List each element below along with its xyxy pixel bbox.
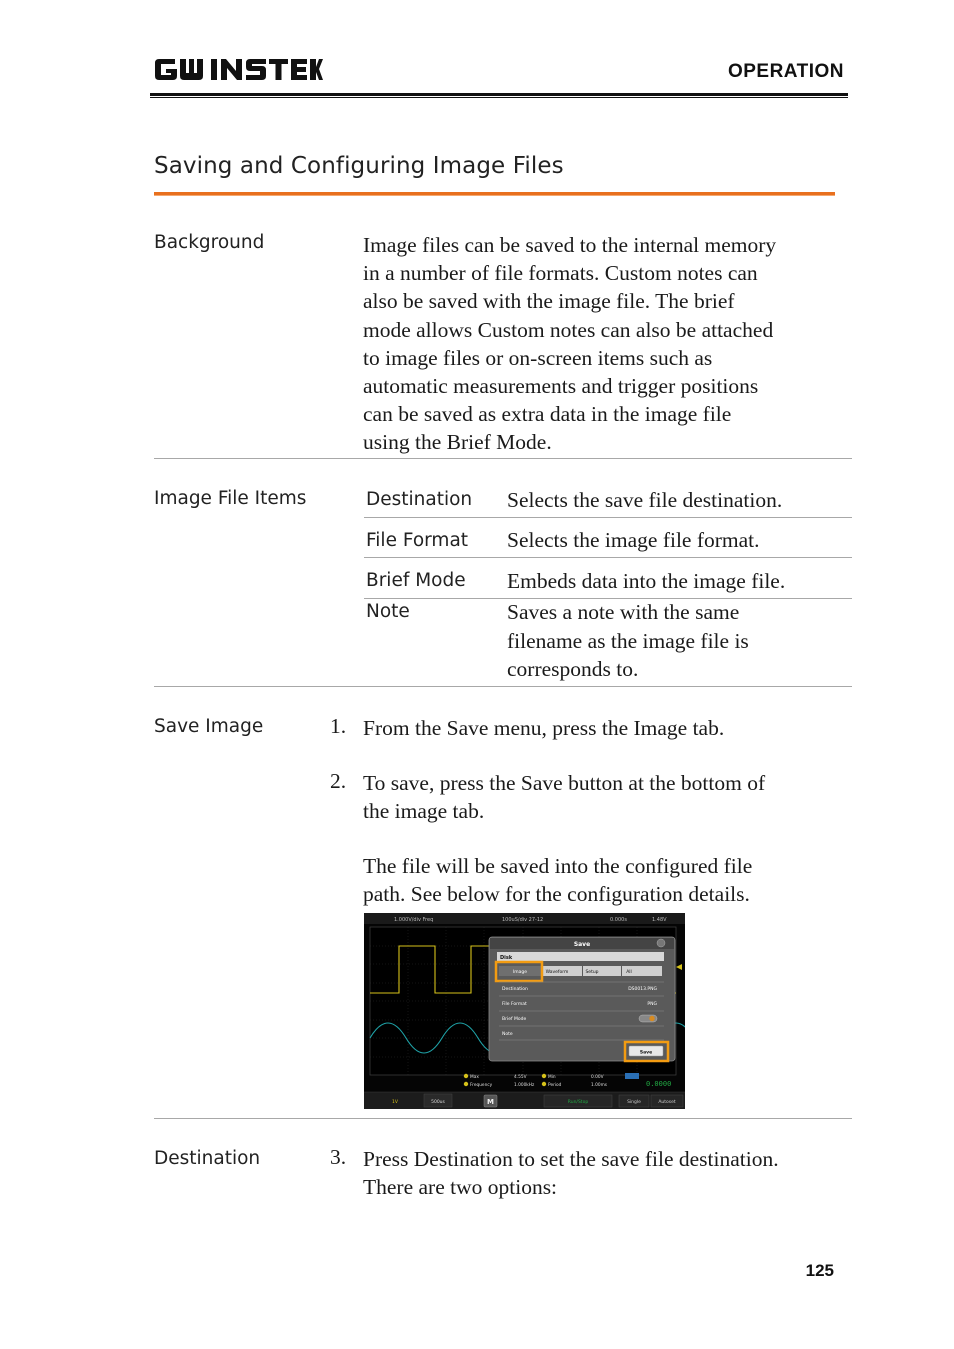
section-label: OPERATION xyxy=(727,61,844,82)
page-number: 125 xyxy=(805,1261,834,1280)
page-title: Saving and Configuring Image Files xyxy=(154,153,564,179)
background-line: can be saved as extra data in the image file xyxy=(363,402,732,427)
scope-timebase: 500us xyxy=(431,1100,445,1105)
step-3-line: Press Destination to set the save file destination. xyxy=(363,1147,779,1171)
step-number: 2. xyxy=(330,769,347,793)
row-file-format-value[interactable]: PNG xyxy=(647,1002,657,1007)
step-3-text xyxy=(363,1145,779,1201)
table-row-line xyxy=(364,517,852,518)
item-term-file-format: File Format xyxy=(366,530,469,551)
save-image-label: Save Image xyxy=(154,716,264,737)
section-divider xyxy=(154,458,852,459)
meas-period-value: 1.00ms xyxy=(591,1083,607,1088)
scope-top-mid: 100uS/div 27-12 xyxy=(502,917,544,923)
background-text xyxy=(363,231,853,457)
row-file-format-label: File Format xyxy=(502,1002,527,1007)
meas-min-value: 0.00V xyxy=(591,1075,604,1080)
step-2-text xyxy=(363,769,765,825)
counter-value: 0.0000 xyxy=(646,1080,672,1088)
scope-top-right-2: 1.48V xyxy=(652,917,667,923)
row-brief-mode-label: Brief Mode xyxy=(502,1017,527,1022)
background-line: using the Brief Mode. xyxy=(363,430,552,455)
save-button-label: Save xyxy=(639,1050,653,1056)
scope-top-right-1: 0.000s xyxy=(610,917,627,923)
disk-field[interactable] xyxy=(497,952,664,961)
item-term-brief-mode: Brief Mode xyxy=(366,570,466,591)
single-label: Single xyxy=(627,1100,641,1105)
row-destination-value[interactable]: DS0013.PNG xyxy=(628,987,657,992)
step-number: 3. xyxy=(330,1145,347,1169)
note-desc-line: filename as the image file is xyxy=(507,628,749,653)
meas-frequency-value: 1.000kHz xyxy=(514,1083,535,1088)
gw-instek-logo xyxy=(153,56,323,83)
section-divider xyxy=(154,686,852,687)
step-2-line: the image tab. xyxy=(363,799,485,824)
step-number: 1. xyxy=(330,714,347,738)
scope-ch1-scale: 1V xyxy=(392,1100,398,1105)
header-rule-thin xyxy=(150,97,848,98)
background-line: mode allows Custom notes can also be attached xyxy=(363,317,774,342)
oscilloscope-screenshot xyxy=(364,913,685,1109)
note-desc-line: Saves a note with the same xyxy=(507,600,740,624)
tab-image-label: Image xyxy=(512,970,528,975)
run-stop-label: Run/Stop xyxy=(567,1100,589,1105)
scope-screen-graphic xyxy=(364,913,685,1109)
destination-label: Destination xyxy=(154,1148,261,1169)
counter-badge xyxy=(625,1073,639,1079)
row-destination-label: Destination xyxy=(502,987,528,992)
disk-label: Disk xyxy=(500,955,513,961)
meas-min-name: Min xyxy=(548,1075,556,1080)
menu-button-label: M xyxy=(487,1098,494,1106)
save-dialog-title: Save xyxy=(573,941,591,948)
header-rule xyxy=(150,93,848,96)
close-icon[interactable] xyxy=(657,939,665,947)
save-note-line: path. See below for the configuration details. xyxy=(363,882,750,907)
note-desc-line: corresponds to. xyxy=(507,657,639,681)
tab-waveform-label: Waveform xyxy=(545,970,569,975)
tab-all-label: All xyxy=(626,970,632,975)
autoset-label: Autoset xyxy=(658,1100,676,1105)
step-1-text: From the Save menu, press the Image tab. xyxy=(363,716,725,740)
scope-top-left: 1.000V/div Freq xyxy=(394,917,434,923)
tab-setup-label: Setup xyxy=(585,970,599,975)
meas-max-value: 4.55V xyxy=(514,1075,527,1080)
section-divider xyxy=(154,1118,852,1119)
meas-max-name: Max xyxy=(470,1075,479,1080)
background-line: in a number of file formats. Custom notes can xyxy=(363,261,758,286)
item-desc-destination: Selects the save file destination. xyxy=(507,488,783,512)
toggle-knob xyxy=(649,1016,654,1021)
item-desc-brief-mode: Embeds data into the image file. xyxy=(507,569,786,593)
step-3-line: There are two options: xyxy=(363,1175,558,1200)
brand-logo-graphic xyxy=(153,56,323,83)
step-2-line: To save, press the Save button at the bottom of xyxy=(363,771,766,795)
table-row-line xyxy=(364,557,852,558)
row-note-label: Note xyxy=(502,1032,513,1037)
background-line: to image files or on-screen items such as xyxy=(363,345,713,370)
item-term-note: Note xyxy=(366,601,410,622)
item-desc-file-format: Selects the image file format. xyxy=(507,528,760,552)
save-note-text xyxy=(363,852,752,908)
item-desc-note xyxy=(507,598,749,684)
background-line: automatic measurements and trigger positions xyxy=(363,374,759,399)
background-line: also be saved with the image file. The brief xyxy=(363,289,735,314)
image-file-items-label: Image File Items xyxy=(154,488,307,509)
title-underline-shadow xyxy=(154,195,835,196)
item-term-destination: Destination xyxy=(366,489,473,510)
background-label: Background xyxy=(154,232,265,253)
background-line: Image files can be saved to the internal memory xyxy=(363,233,777,257)
meas-frequency-name: Frequency xyxy=(470,1083,493,1088)
meas-period-name: Period xyxy=(548,1083,562,1088)
save-note-line: The file will be saved into the configured file xyxy=(363,854,753,878)
